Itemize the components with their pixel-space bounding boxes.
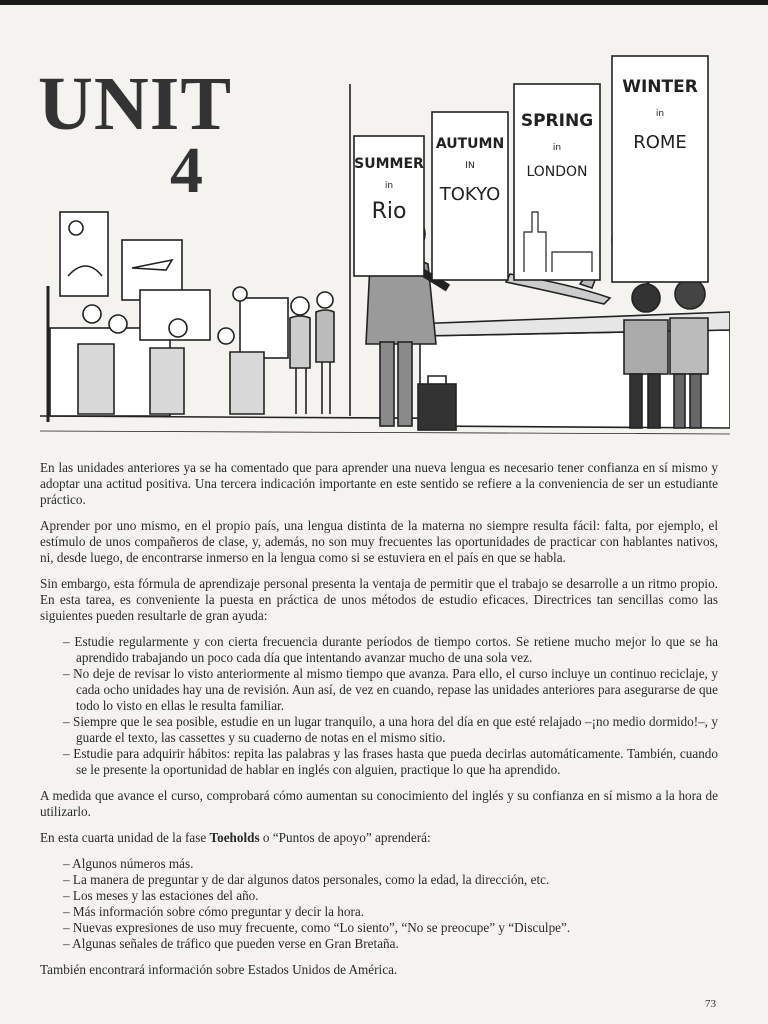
study-tip: – Estudie para adquirir hábitos: repita las palabras y las frases hasta que pueda decirlas automáticamente. También, cuando se le presente la oportunidad de hablar en inglés con alguien, practique lo que ha aprendido.	[63, 746, 718, 778]
closing-paragraph: También encontrará información sobre Estados Unidos de América.	[40, 962, 398, 977]
intro-paragraph-2: Aprender por uno mismo, en el propio país, una lengua distinta de la materna no siempre resulta fácil: falta, por ejemplo, el estímulo de unos compañeros de clase, y, además, no son muy frecuentes las oportunidades de practicar con hablantes nativos, ni, desde luego, de encontrarse inmerso en la lengua como si se estuviera en el país en que se habla.	[40, 518, 718, 565]
poster-spring-in-london	[514, 84, 600, 280]
unit-objectives-intro	[40, 830, 718, 846]
intro-paragraph-1: En las unidades anteriores ya se ha comentado que para aprender una nueva lengua es necesario tener confianza en sí mismo y adoptar una actitud positiva. Una tercera indicación importante en este sentido se refiere a la conveniencia de ser un estudiante práctico.	[40, 460, 718, 507]
body-text	[40, 460, 718, 988]
poster-summer-line1: SUMMER	[354, 156, 424, 172]
top-edge	[0, 0, 768, 5]
study-tip: – Estudie regularmente y con cierta frecuencia durante períodos de tiempo cortos. Se retiene mucho mejor lo que se ha aprendido trabajando un poco cada día que intentando avanzar mucho de una sola vez.	[63, 634, 718, 666]
learning-objective: – Nuevas expresiones de uso muy frecuente, como “Lo siento”, “No se preocupe” y “Disculpe”.	[63, 920, 718, 936]
learning-objective: – Algunas señales de tráfico que pueden verse en Gran Bretaña.	[63, 936, 718, 952]
poster-winter-line2: in	[655, 109, 665, 119]
objectives-intro-start: En esta cuarta unidad de la fase	[40, 830, 210, 845]
poster-autumn-in-tokyo	[432, 112, 508, 280]
study-tip: – Siempre que le sea posible, estudie en un lugar tranquilo, a una hora del día en que esté relajado –¡no medio dormido!–, y guarde el texto, las cassettes y su cuaderno de notas en el mismo sitio.	[63, 714, 718, 746]
learning-objective: – Algunos números más.	[63, 856, 718, 872]
objectives-intro-end: o “Puntos de apoyo” aprenderá:	[259, 830, 431, 845]
page-number: 73	[705, 998, 716, 1010]
learning-objective: – Los meses y las estaciones del año.	[63, 888, 718, 904]
poster-spring-line3: LONDON	[526, 164, 588, 180]
poster-summer-line3: Rio	[371, 199, 407, 224]
poster-spring-line1: SPRING	[520, 111, 594, 131]
poster-spring-line2: in	[552, 143, 562, 153]
learning-objective: – La manera de preguntar y de dar algunos datos personales, como la edad, la dirección, etc.	[63, 872, 718, 888]
poster-summer-line2: in	[384, 181, 394, 191]
poster-winter-in-rome	[612, 56, 708, 282]
learning-objective: – Más información sobre cómo preguntar y decir la hora.	[63, 904, 718, 920]
unit-label: UNIT	[38, 62, 233, 146]
progress-paragraph: A medida que avance el curso, comprobará cómo aumentan su conocimiento del inglés y su confianza en sí mismo a la hora de utilizarlo.	[40, 788, 718, 819]
unit-number: 4	[170, 134, 203, 207]
study-tip: – No deje de revisar lo visto anteriormente al mismo tiempo que avanza. Para ello, el curso incluye un continuo reciclaje, y cada ocho unidades hay una de revisión. Aun así, de vez en cuando, repase las unidades anteriores para asegurarse de que todo lo visto en ellas le resulta familiar.	[63, 666, 718, 714]
poster-winter-line1: WINTER	[622, 77, 698, 97]
poster-autumn-line3: TOKYO	[439, 184, 501, 205]
poster-winter-line3: ROME	[633, 132, 687, 153]
study-tips-list	[63, 634, 718, 778]
intro-paragraph-3: Sin embargo, esta fórmula de aprendizaje personal presenta la ventaja de permitir que el trabajo se desarrolle a un ritmo propio. En esta tarea, es conveniente la puesta en práctica de unos métodos de estudio eficaces. Directrices tan sencillas como las siguientes pueden resultarle de gran ayuda:	[40, 576, 718, 623]
toeholds-term: Toeholds	[209, 830, 260, 845]
learning-objectives-list	[63, 856, 718, 952]
poster-summer-in-rio	[354, 136, 424, 276]
poster-autumn-line1: AUTUMN	[435, 136, 505, 152]
poster-autumn-line2: IN	[465, 161, 475, 171]
